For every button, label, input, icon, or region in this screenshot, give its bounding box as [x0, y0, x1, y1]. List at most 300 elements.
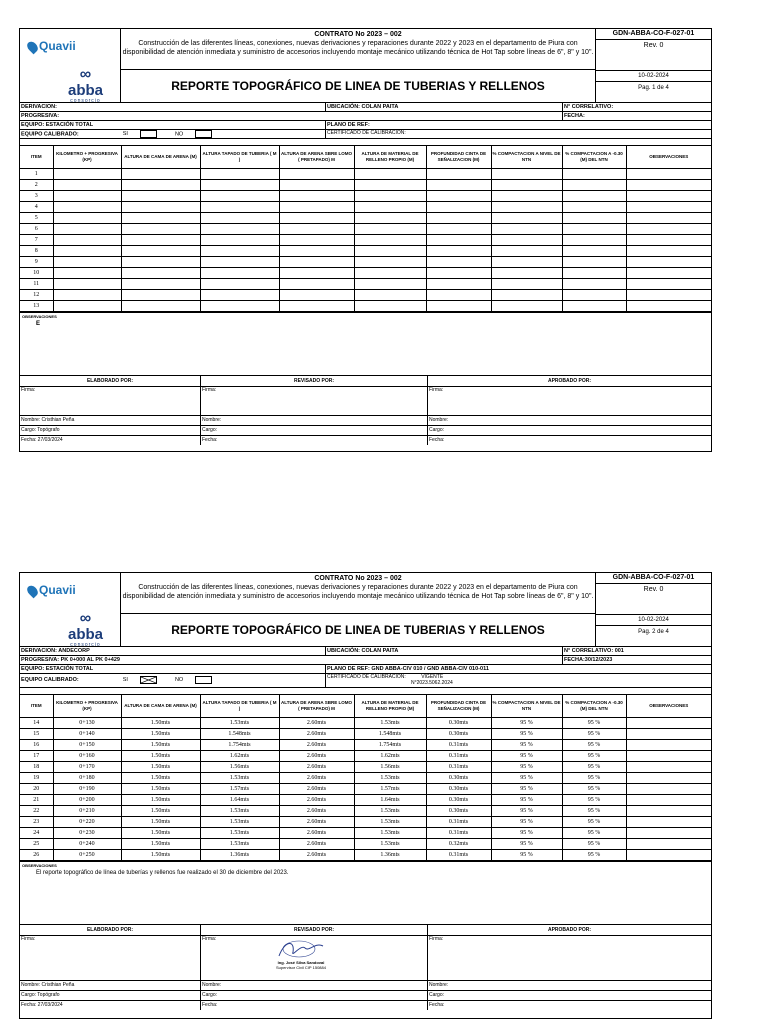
column-header: KILOMETRO + PROGRESIVA (KP) [53, 695, 121, 718]
equipo-label: EQUIPO: ESTACIÓN TOTAL [20, 121, 326, 129]
quavii-logo [28, 39, 76, 53]
table-cell: 2.60mts [279, 784, 354, 795]
table-row [20, 740, 711, 751]
column-header: PROFUNDIDAD CINTA DE SEÑALIZACION (M) [426, 146, 491, 169]
plano-value: GND ABBA-CIV 010 / GND ABBA-CIV 010-011 [371, 666, 489, 672]
revision: Rev. 0 [596, 40, 711, 71]
column-header: ALTURA DE CAMA DE ARENA (M) [121, 695, 200, 718]
revisado-nombre: Nombre: [201, 981, 427, 991]
progresiva-value: PK 0+000 AL PK 0+429 [60, 657, 120, 663]
drop-icon [25, 583, 40, 598]
table-cell [426, 301, 491, 312]
aprobado-cargo: Cargo: [428, 991, 711, 1001]
table-cell [626, 784, 711, 795]
table-cell [279, 224, 354, 235]
table-cell [279, 290, 354, 301]
table-cell: 95 % [491, 751, 562, 762]
table-cell: 95 % [562, 795, 626, 806]
table-cell: 95 % [491, 806, 562, 817]
infinity-icon: ∞ [79, 610, 92, 627]
contract-number: CONTRATO No 2023 – 002 [314, 575, 402, 582]
table-cell: 0.30mts [426, 729, 491, 740]
table-cell: 95 % [562, 740, 626, 751]
table-cell [53, 301, 121, 312]
observations-block [20, 861, 711, 918]
table-cell [626, 817, 711, 828]
title-area [121, 573, 596, 646]
table-cell: 1.53mts [200, 817, 279, 828]
table-row [20, 795, 711, 806]
table-cell: 0.32mts [426, 839, 491, 850]
table-cell [200, 191, 279, 202]
stamp-role: Supervisor Civil CIP 150884 [276, 965, 326, 970]
table-cell [121, 268, 200, 279]
table-cell: 8 [20, 246, 53, 257]
aprobado-nombre: Nombre: [428, 416, 711, 426]
table-cell: 0+150 [53, 740, 121, 751]
table-cell: 1.62mts [200, 751, 279, 762]
table-row [20, 279, 711, 290]
table-row [20, 191, 711, 202]
correlativo-label: N° CORRELATIVO: [564, 648, 614, 654]
progresiva-label: PROGRESIVA: [21, 657, 60, 663]
table-cell: 2.60mts [279, 806, 354, 817]
table-cell [354, 202, 426, 213]
table-cell [200, 235, 279, 246]
abba-logo [68, 611, 103, 648]
aprobado-nombre: Nombre: [428, 981, 711, 991]
aprobado-fecha: Fecha: [429, 1002, 445, 1008]
table-cell [626, 268, 711, 279]
column-header: ALTURA TAPADO DE TUBERIA ( M ) [200, 695, 279, 718]
contract-number: CONTRATO No 2023 – 002 [314, 31, 402, 38]
certificado-status: VIGENTE [421, 674, 444, 680]
fecha-value: 30/12/2023 [584, 657, 613, 663]
revisado-firma: Firma: [201, 387, 427, 416]
table-cell: 18 [20, 762, 53, 773]
table-cell [121, 290, 200, 301]
table-cell [626, 839, 711, 850]
table-cell [279, 257, 354, 268]
table-cell: 26 [20, 850, 53, 861]
document-code: GDN-ABBA-CO-F-027-01 [596, 29, 711, 40]
calibrado-label: EQUIPO CALIBRADO: [21, 677, 79, 683]
table-cell: 11 [20, 279, 53, 290]
table-row [20, 235, 711, 246]
revision: Rev. 0 [596, 584, 711, 615]
table-cell: 9 [20, 257, 53, 268]
table-cell [491, 290, 562, 301]
table-cell: 17 [20, 751, 53, 762]
table-cell: 21 [20, 795, 53, 806]
table-cell [200, 257, 279, 268]
table-cell [354, 224, 426, 235]
table-cell: 23 [20, 817, 53, 828]
column-header: ALTURA TAPADO DE TUBERIA ( M ) [200, 146, 279, 169]
no-label: NO [174, 677, 184, 683]
table-cell [491, 213, 562, 224]
table-cell: 1.50mts [121, 806, 200, 817]
table-cell: 1.50mts [121, 729, 200, 740]
no-checkbox[interactable] [195, 130, 212, 138]
table-cell: 1.62mts [354, 751, 426, 762]
revisado-firma [201, 936, 427, 981]
certificado-label: CERTIFICADO DE CALIBRACION: [327, 674, 406, 680]
revisado-label: REVISADO POR: [201, 925, 427, 936]
table-cell: 0+160 [53, 751, 121, 762]
table-cell: 1.50mts [121, 740, 200, 751]
table-cell [53, 279, 121, 290]
table-cell [626, 169, 711, 180]
table-cell [626, 762, 711, 773]
table-cell [121, 246, 200, 257]
table-cell [279, 279, 354, 290]
table-cell: 1.50mts [121, 718, 200, 729]
contract-block [121, 29, 595, 70]
table-cell [626, 235, 711, 246]
table-cell: 1.56mts [200, 762, 279, 773]
table-cell: 12 [20, 290, 53, 301]
table-cell [626, 246, 711, 257]
table-cell: 0+220 [53, 817, 121, 828]
table-row [20, 729, 711, 740]
table-header-row [20, 695, 711, 718]
equipo-label: EQUIPO: ESTACIÓN TOTAL [20, 665, 326, 673]
elaborado-label: ELABORADO POR: [20, 376, 200, 387]
table-cell [426, 290, 491, 301]
table-cell: 95 % [562, 806, 626, 817]
table-cell [200, 213, 279, 224]
table-cell [562, 279, 626, 290]
aprobado-firma: Firma: [428, 936, 711, 981]
table-cell: 1.36mts [200, 850, 279, 861]
table-cell [53, 268, 121, 279]
table-cell: 16 [20, 740, 53, 751]
si-label: SI [122, 131, 128, 138]
drop-icon [25, 39, 40, 54]
table-cell: 1 [20, 169, 53, 180]
column-header: ITEM [20, 695, 53, 718]
table-cell: 0+190 [53, 784, 121, 795]
si-checkbox-checked[interactable] [140, 676, 157, 684]
table-cell: 1.50mts [121, 762, 200, 773]
table-cell: 0+200 [53, 795, 121, 806]
quavii-logo-text: Quavii [39, 583, 76, 597]
table-cell: 0+130 [53, 718, 121, 729]
column-header: KILOMETRO + PROGRESIVA (KP) [53, 146, 121, 169]
table-cell: 1.50mts [121, 751, 200, 762]
data-table [20, 145, 711, 312]
column-header: ALTURA DE ARENA SBRE LOMO ( PRETAPADO) M [279, 695, 354, 718]
table-cell [491, 235, 562, 246]
abba-logo-subtext: consorcio [70, 98, 101, 104]
table-cell: 1.548mts [200, 729, 279, 740]
aprobado-label: APROBADO POR: [428, 925, 711, 936]
table-cell [491, 180, 562, 191]
table-cell [121, 180, 200, 191]
table-cell [426, 279, 491, 290]
table-cell [562, 246, 626, 257]
table-cell [279, 202, 354, 213]
ubicacion-value: COLAN PAITA [361, 104, 399, 110]
table-cell [354, 246, 426, 257]
stamp-name: Ing. José Silva Sandoval [277, 960, 325, 965]
table-cell [121, 191, 200, 202]
column-header: OBSERVACIONES [626, 146, 711, 169]
table-cell: 0.30mts [426, 718, 491, 729]
table-cell: 2.60mts [279, 817, 354, 828]
column-header: % COMPACTACION A NIVEL DE NTN [491, 695, 562, 718]
table-cell: 24 [20, 828, 53, 839]
observations-label: OBSERVACIONES [22, 863, 57, 868]
table-cell [279, 268, 354, 279]
table-cell: 1.53mts [354, 828, 426, 839]
signature-block [20, 924, 711, 1010]
table-row [20, 839, 711, 850]
table-cell [626, 202, 711, 213]
table-row [20, 202, 711, 213]
table-cell: 20 [20, 784, 53, 795]
table-cell [491, 279, 562, 290]
aprobado-label: APROBADO POR: [428, 376, 711, 387]
revisado-firma-label: Firma: [202, 936, 217, 942]
table-cell [562, 268, 626, 279]
table-cell [562, 180, 626, 191]
table-cell [53, 257, 121, 268]
table-cell [354, 169, 426, 180]
table-cell: 0.30mts [426, 795, 491, 806]
table-cell: 2.60mts [279, 828, 354, 839]
aprobado-cargo: Cargo: [428, 426, 711, 436]
certificado-label: CERTIFICADO DE CALIBRACION: [327, 130, 406, 136]
table-cell: 95 % [562, 828, 626, 839]
elaborado-cargo: Cargo: Topógrafo [20, 426, 200, 436]
table-cell [121, 257, 200, 268]
table-cell: 1.53mts [200, 839, 279, 850]
plano-label: PLANO DE REF: [327, 122, 370, 128]
abba-logo-subtext: consorcio [70, 642, 101, 648]
no-checkbox[interactable] [195, 676, 212, 684]
elaborado-firma: Firma: [20, 936, 200, 981]
table-cell: 95 % [491, 850, 562, 861]
document-date: 10-02-2024 [596, 615, 711, 626]
page-number: Pag. 2 de 4 [638, 629, 669, 635]
table-cell: 1.57mts [354, 784, 426, 795]
table-cell [562, 224, 626, 235]
table-cell [562, 169, 626, 180]
table-cell [426, 169, 491, 180]
table-cell: 5 [20, 213, 53, 224]
table-cell: 15 [20, 729, 53, 740]
info-block [20, 647, 711, 688]
table-cell [491, 268, 562, 279]
elaborado-fecha: Fecha: 27/03/2024 [21, 437, 63, 443]
document-date: 10-02-2024 [596, 71, 711, 82]
document-code: GDN-ABBA-CO-F-027-01 [596, 573, 711, 584]
table-row [20, 817, 711, 828]
column-header: ALTURA DE MATERIAL DE RELLENO PROPIO (M) [354, 695, 426, 718]
table-cell [200, 202, 279, 213]
table-cell [626, 301, 711, 312]
table-cell: 2.60mts [279, 718, 354, 729]
derivacion-label: DERIVACION: [21, 648, 57, 654]
ubicacion-value: COLAN PAITA [361, 648, 399, 654]
table-cell [53, 213, 121, 224]
table-cell [626, 718, 711, 729]
table-cell [279, 235, 354, 246]
table-cell [279, 213, 354, 224]
table-cell [53, 180, 121, 191]
elaborado-nombre: Nombre: Cristhian Peña [20, 416, 200, 426]
table-cell [53, 202, 121, 213]
table-row [20, 213, 711, 224]
table-cell: 1.53mts [200, 718, 279, 729]
table-cell: 0+230 [53, 828, 121, 839]
table-row [20, 180, 711, 191]
table-cell [121, 202, 200, 213]
table-row [20, 773, 711, 784]
table-cell [562, 235, 626, 246]
abba-logo-text: abba [68, 82, 104, 99]
table-cell: 95 % [562, 762, 626, 773]
contract-description: Construcción de las diferentes líneas, conexiones, nuevas derivaciones y reparaciones durante 2022 y 2023 en el departamento de Piura con disponibilidad de atención inmediata y suministro de accesorios incluyendo montaje mecánico utilizando técnica de Hot Tap sobre líneas de 6", 8" y 10". [122, 584, 594, 600]
table-cell: 1.57mts [200, 784, 279, 795]
table-cell [626, 806, 711, 817]
table-cell: 1.754mts [354, 740, 426, 751]
table-cell: 1.53mts [354, 839, 426, 850]
table-cell: 95 % [491, 773, 562, 784]
table-header-row [20, 146, 711, 169]
document-code-area [596, 573, 711, 646]
table-cell [121, 213, 200, 224]
table-row [20, 828, 711, 839]
table-cell [562, 257, 626, 268]
table-cell [426, 191, 491, 202]
table-cell: 25 [20, 839, 53, 850]
table-cell [279, 301, 354, 312]
ubicacion-label: UBICACIÓN: [327, 648, 360, 654]
plano-label: PLANO DE REF: [327, 666, 370, 672]
elaborado-firma: Firma: [20, 387, 200, 416]
table-row [20, 850, 711, 861]
table-cell: 7 [20, 235, 53, 246]
table-cell: 95 % [562, 729, 626, 740]
table-cell [53, 235, 121, 246]
table-cell [491, 246, 562, 257]
table-cell [121, 301, 200, 312]
table-cell: 1.53mts [200, 806, 279, 817]
elaborado-cargo: Cargo: Topógrafo [20, 991, 200, 1001]
table-cell [626, 729, 711, 740]
table-cell: 1.548mts [354, 729, 426, 740]
table-cell [200, 246, 279, 257]
table-cell [53, 246, 121, 257]
table-cell: 95 % [491, 762, 562, 773]
table-cell [491, 257, 562, 268]
table-cell: 2.60mts [279, 751, 354, 762]
table-cell: 0.31mts [426, 828, 491, 839]
table-cell: 95 % [562, 850, 626, 861]
table-cell [426, 257, 491, 268]
table-cell: 1.53mts [200, 828, 279, 839]
table-cell: 95 % [491, 795, 562, 806]
table-cell: 1.754mts [200, 740, 279, 751]
revisado-cargo: Cargo: [201, 991, 427, 1001]
table-cell [354, 279, 426, 290]
table-cell [354, 235, 426, 246]
table-cell [121, 169, 200, 180]
table-row [20, 290, 711, 301]
table-cell [279, 169, 354, 180]
data-table [20, 694, 711, 861]
abba-logo-text: abba [68, 626, 104, 643]
observations-text: E [36, 321, 41, 327]
no-label: NO [174, 131, 184, 138]
infinity-icon: ∞ [79, 66, 92, 83]
table-cell [426, 224, 491, 235]
table-cell [626, 795, 711, 806]
quavii-logo [28, 583, 76, 597]
table-cell [626, 751, 711, 762]
report-header [20, 29, 711, 103]
table-cell [53, 224, 121, 235]
table-cell: 1.53mts [354, 817, 426, 828]
table-row [20, 784, 711, 795]
table-cell [354, 180, 426, 191]
correlativo-value: 001 [614, 648, 624, 654]
check-cross-icon [141, 677, 156, 683]
table-cell [626, 257, 711, 268]
column-header: PROFUNDIDAD CINTA DE SEÑALIZACION (M) [426, 695, 491, 718]
table-row [20, 257, 711, 268]
revisado-nombre: Nombre: [201, 416, 427, 426]
table-cell: 0+210 [53, 806, 121, 817]
aprobado-fecha: Fecha: [429, 437, 445, 443]
table-cell: 0+170 [53, 762, 121, 773]
table-cell: 22 [20, 806, 53, 817]
calibrado-label: EQUIPO CALIBRADO: [21, 131, 79, 138]
logo-area [20, 573, 121, 646]
table-cell [491, 191, 562, 202]
table-cell [626, 850, 711, 861]
table-cell [121, 224, 200, 235]
observations-label: OBSERVACIONES [22, 314, 57, 319]
table-cell: 1.36mts [354, 850, 426, 861]
table-cell: 95 % [491, 828, 562, 839]
info-block [20, 103, 711, 139]
table-cell [279, 180, 354, 191]
table-cell: 2.60mts [279, 839, 354, 850]
aprobado-firma: Firma: [428, 387, 711, 416]
table-cell: 2.60mts [279, 762, 354, 773]
correlativo-label: N° CORRELATIVO: [564, 104, 614, 110]
table-cell: 0.31mts [426, 751, 491, 762]
table-cell: 1.64mts [200, 795, 279, 806]
table-cell: 95 % [491, 817, 562, 828]
table-cell: 2.60mts [279, 795, 354, 806]
signature-stamp [271, 938, 331, 970]
revisado-label: REVISADO POR: [201, 376, 427, 387]
table-cell: 95 % [491, 740, 562, 751]
column-header: ALTURA DE ARENA SBRE LOMO ( PRETAPADO) M [279, 146, 354, 169]
table-cell: 95 % [491, 729, 562, 740]
table-cell: 0.31mts [426, 817, 491, 828]
si-checkbox[interactable] [140, 130, 157, 138]
table-cell [626, 279, 711, 290]
column-header: OBSERVACIONES [626, 695, 711, 718]
table-cell [626, 773, 711, 784]
table-cell: 1.50mts [121, 784, 200, 795]
